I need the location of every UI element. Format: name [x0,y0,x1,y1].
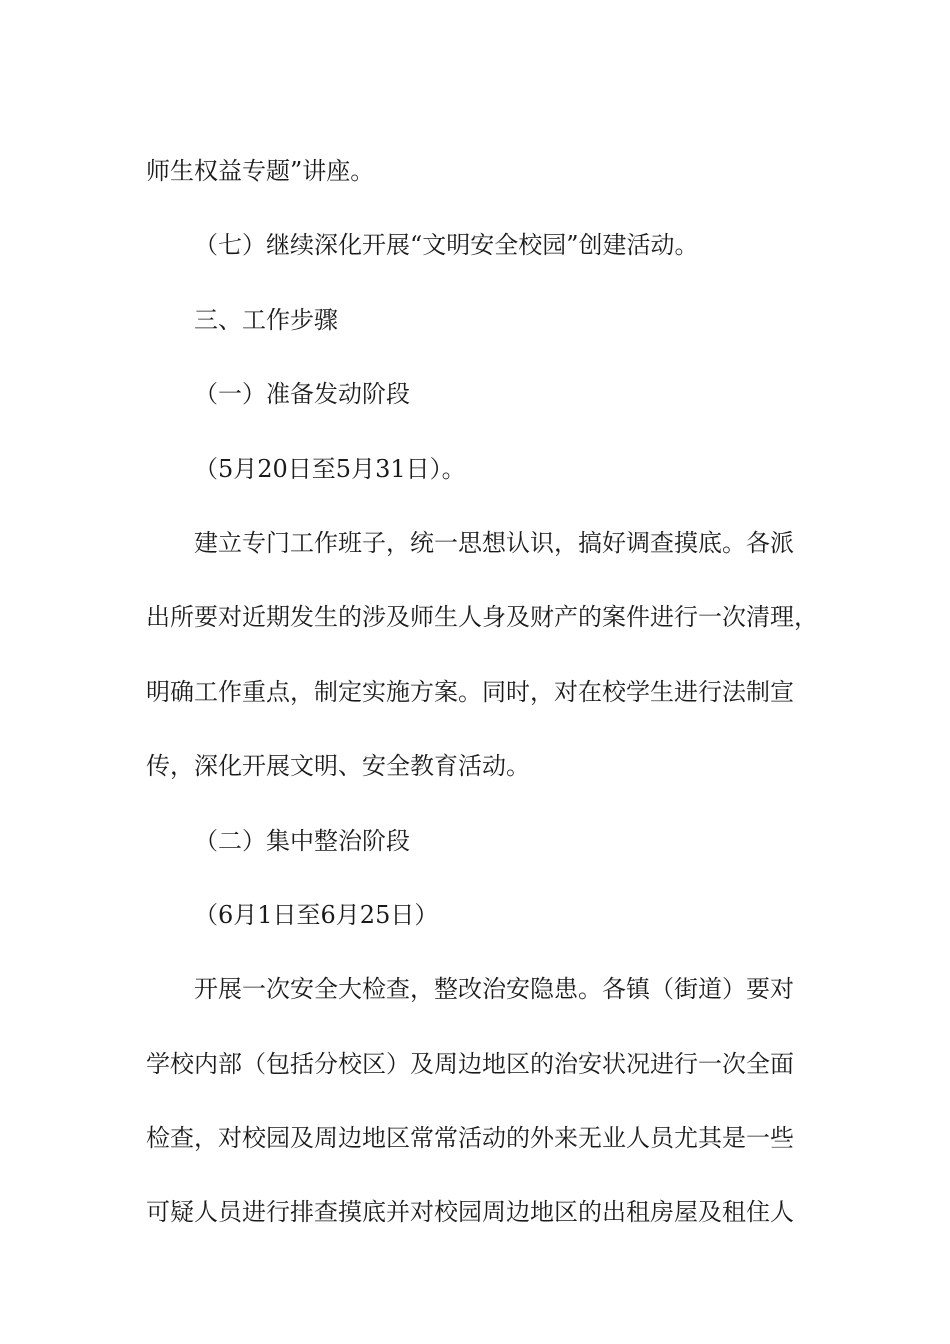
document-body [146,134,826,1250]
subsection-heading-2: （二）集中整治阶段 [194,826,410,855]
paragraph-1-line-3: 明确工作重点，制定实施方案。同时，对在校学生进行法制宣 [146,677,794,706]
paragraph-2-line-2: 学校内部（包括分校区）及周边地区的治安状况进行一次全面 [146,1049,794,1078]
subsection-heading-1: （一）准备发动阶段 [194,380,410,409]
date-range-1: （5月20日至5月31日）。 [194,454,466,483]
text-line-2: （七）继续深化开展“文明安全校园”创建活动。 [194,231,699,260]
text-line-1: 师生权益专题”讲座。 [146,157,375,185]
paragraph-2-line-1: 开展一次安全大检查，整改治安隐患。各镇（街道）要对 [194,975,794,1004]
date-range-2: （6月1日至6月25日） [194,900,439,929]
paragraph-1-line-2: 出所要对近期发生的涉及师生人身及财产的案件进行一次清理， [146,603,818,632]
paragraph-2-line-3: 检查，对校园及周边地区常常活动的外来无业人员尤其是一些 [146,1124,794,1153]
paragraph-2-line-4: 可疑人员进行排查摸底并对校园周边地区的出租房屋及租住人 [146,1198,794,1227]
section-heading: 三、工作步骤 [194,305,338,334]
paragraph-1-line-4: 传，深化开展文明、安全教育活动。 [146,752,530,781]
paragraph-1-line-1: 建立专门工作班子，统一思想认识，搞好调查摸底。各派 [194,528,794,557]
